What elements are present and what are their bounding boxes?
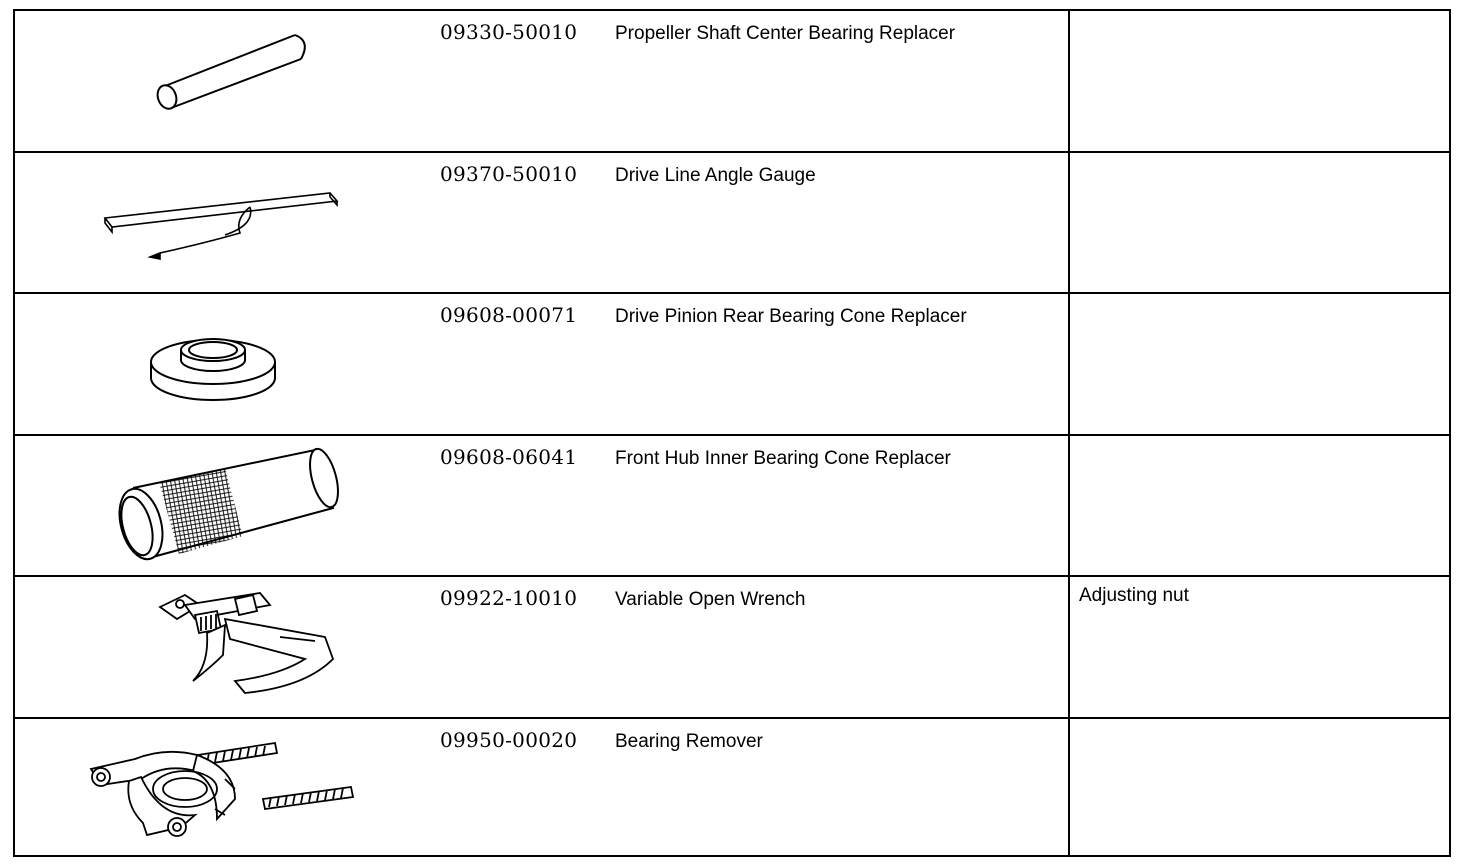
table-row <box>15 719 1449 857</box>
ring-replacer-icon <box>85 294 365 434</box>
part-number: 09370-50010 <box>440 161 578 186</box>
tool-description: Drive Pinion Rear Bearing Cone Replacer <box>615 306 967 327</box>
tool-description: Variable Open Wrench <box>615 589 806 610</box>
part-number: 09608-00071 <box>440 303 578 327</box>
knurled-cylinder-icon <box>85 436 365 576</box>
table-row <box>15 11 1449 153</box>
tool-remark: Adjusting nut <box>1079 585 1189 606</box>
tool-description: Front Hub Inner Bearing Cone Replacer <box>615 447 951 469</box>
part-number: 09922-10010 <box>440 586 578 610</box>
bearing-remover-icon <box>85 719 365 859</box>
tool-description: Propeller Shaft Center Bearing Replacer <box>615 23 956 44</box>
part-number: 09950-00020 <box>440 727 578 752</box>
part-number: 09608-06041 <box>440 444 578 469</box>
angle-gauge-icon <box>85 153 365 293</box>
table-row <box>15 153 1449 295</box>
variable-wrench-icon <box>85 577 365 717</box>
part-number: 09330-50010 <box>440 20 578 44</box>
special-tools-table <box>13 9 1451 857</box>
table-row <box>15 436 1449 578</box>
tool-description: Bearing Remover <box>615 730 763 752</box>
table-row <box>15 294 1449 436</box>
table-row <box>15 577 1449 719</box>
tube-replacer-icon <box>85 11 365 151</box>
tool-description: Drive Line Angle Gauge <box>615 164 816 186</box>
